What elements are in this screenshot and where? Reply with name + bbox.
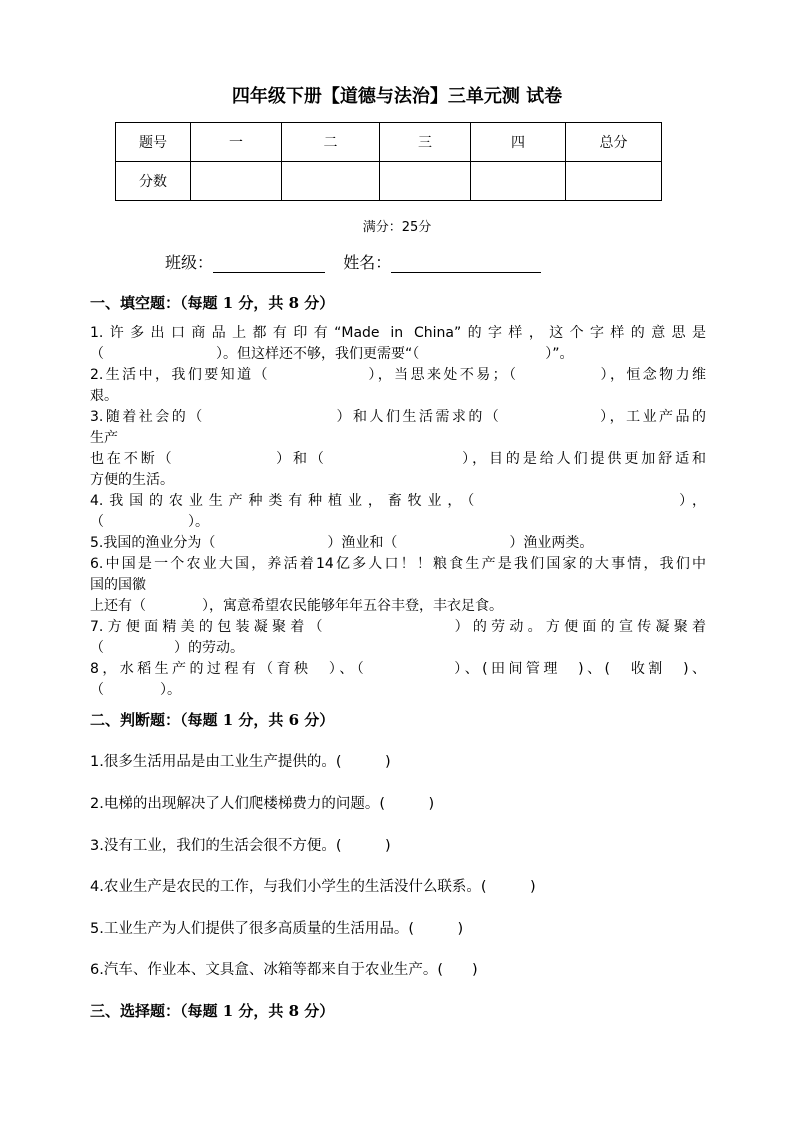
- judge-item: 5.工业生产为人们提供了很多高质量的生活用品。( ): [90, 921, 464, 937]
- score-table: [115, 122, 662, 201]
- score-table-header-cell: 二: [282, 123, 380, 162]
- score-table-header-cell: 四: [471, 123, 566, 162]
- fill-line: 也在不断（ ）和（ ），目的是给人们提供更加舒适和: [90, 451, 706, 467]
- fill-line: 5.我国的渔业分为（ ）渔业和（ ）渔业两类。: [90, 535, 594, 551]
- name-label: 姓名：: [343, 253, 392, 272]
- fill-line: （ ）。但这样还不够，我们更需要“（ ）”。: [90, 346, 574, 362]
- score-cell[interactable]: [282, 162, 380, 201]
- class-name-line: [165, 250, 541, 273]
- fill-line: 艰。: [90, 388, 118, 404]
- class-blank[interactable]: [213, 254, 325, 273]
- score-cell[interactable]: [471, 162, 566, 201]
- score-table-header-row: [116, 123, 662, 162]
- score-cell[interactable]: [566, 162, 662, 201]
- fill-line: 生产: [90, 430, 118, 446]
- judge-item: 6.汽车、作业本、文具盒、冰箱等都来自于农业生产。( ): [90, 962, 478, 978]
- fill-line: （ ）。: [90, 514, 209, 530]
- class-label: 班级：: [165, 253, 214, 272]
- score-cell[interactable]: [380, 162, 471, 201]
- fill-line: 7.方便面精美的包装凝聚着（ ）的劳动。方便面的宣传凝聚着: [90, 619, 706, 635]
- score-table-header-cell: 三: [380, 123, 471, 162]
- judge-item: 1.很多生活用品是由工业生产提供的。( ): [90, 754, 391, 770]
- fill-line: （ ）。: [90, 682, 181, 698]
- name-blank[interactable]: [391, 254, 541, 273]
- fill-line: 2.生活中，我们要知道（ ），当思来处不易；（ ），恒念物力维: [90, 367, 706, 383]
- judge-item: 4.农业生产是农民的工作，与我们小学生的生活没什么联系。( ): [90, 879, 536, 895]
- section3-heading: 三、选择题：（每题 1 分，共 8 分）: [90, 1002, 335, 1020]
- score-row-label: 分数: [116, 162, 191, 201]
- fill-line: 4.我国的农业生产种类有种植业，畜牧业，（ ），: [90, 493, 706, 509]
- fill-line: 上还有（ ），寓意希望农民能够年年五谷丰登，丰衣足食。: [90, 598, 503, 614]
- section1-heading: 一、填空题：（每题 1 分，共 8 分）: [90, 294, 335, 312]
- judge-item: 2.电梯的出现解决了人们爬楼梯费力的问题。( ): [90, 796, 435, 812]
- fill-line: （ ）的劳动。: [90, 640, 244, 656]
- score-cell[interactable]: [191, 162, 282, 201]
- fill-line: 国的国徽: [90, 577, 146, 593]
- fill-line: 1.许多出口商品上都有印有“Made in China”的字样，这个字样的意思是: [90, 325, 706, 341]
- fill-line: 方便的生活。: [90, 472, 174, 488]
- score-table-header-cell: 一: [191, 123, 282, 162]
- fill-line: 3.随着社会的（ ）和人们生活需求的（ ），工业产品的: [90, 409, 706, 425]
- section2-heading: 二、判断题：（每题 1 分，共 6 分）: [90, 711, 335, 729]
- full-score: 满分：25分: [362, 220, 432, 235]
- score-table-header-cell: 题号: [116, 123, 191, 162]
- score-table-header-cell: 总分: [566, 123, 662, 162]
- fill-line: 8，水稻生产的过程有（育秧 ）、（ ）、(田间管理 )、( 收割 )、: [90, 661, 706, 677]
- judge-item: 3.没有工业，我们的生活会很不方便。( ): [90, 838, 391, 854]
- section1-body: [90, 323, 706, 701]
- page-title: 四年级下册【道德与法治】三单元测 试卷: [231, 86, 563, 107]
- score-table-score-row: [116, 162, 662, 201]
- fill-line: 6.中国是一个农业大国，养活着14亿多人口！！粮食生产是我们国家的大事情，我们中: [90, 556, 706, 572]
